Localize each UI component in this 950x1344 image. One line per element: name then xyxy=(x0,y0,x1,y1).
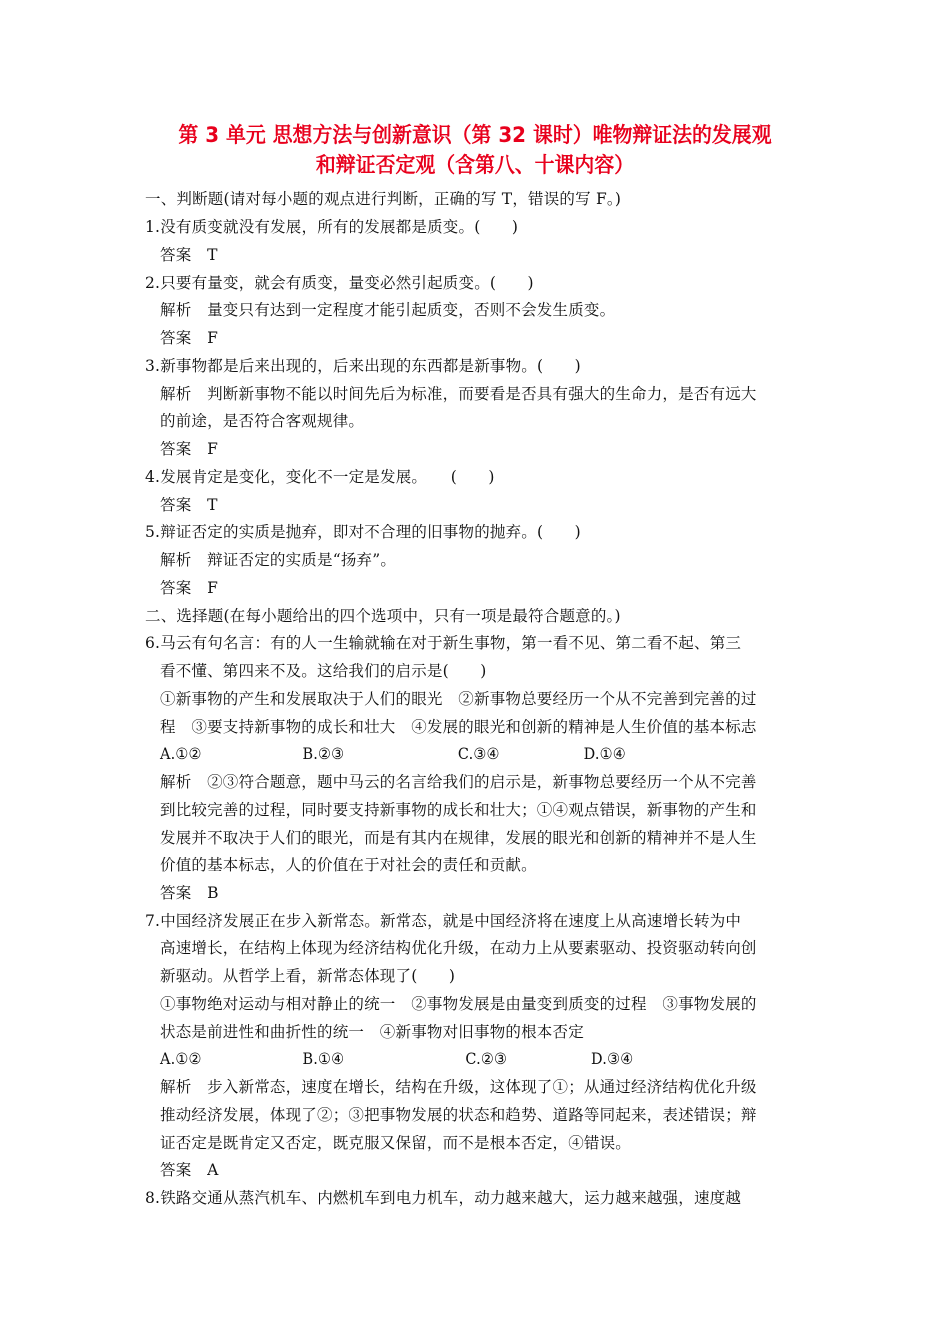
question-3-analysis-line-1: 解析 判断新事物不能以时间先后为标准，而要看是否具有强大的生命力，是否有远大 xyxy=(160,385,757,403)
question-2-answer: 答案 F xyxy=(160,329,219,347)
question-7-analysis-line-3: 证否定是既肯定又否定，既克服又保留，而不是根本否定，④错误。 xyxy=(160,1134,632,1152)
page-title xyxy=(0,120,950,180)
question-7-answer: 答案 A xyxy=(160,1161,219,1179)
question-7-stem-line-3: 新驱动。从哲学上看，新常态体现了( ) xyxy=(160,967,456,985)
section-heading-choice: 二、选择题(在每小题给出的四个选项中，只有一项是最符合题意的。) xyxy=(145,607,621,625)
question-1-stem: 1.没有质变就没有发展，所有的发展都是质变。( ) xyxy=(145,218,519,236)
question-6-analysis-line-4: 价值的基本标志，人的价值在于对社会的责任和贡献。 xyxy=(160,856,537,874)
question-4-stem: 4.发展肯定是变化，变化不一定是发展。 ( ) xyxy=(145,468,495,486)
question-6-answer: 答案 B xyxy=(160,884,219,902)
section-heading-judgment: 一、判断题(请对每小题的观点进行判断，正确的写 T，错误的写 F。) xyxy=(145,190,622,208)
option-d: D.③④ xyxy=(591,1050,634,1068)
option-c: C.③④ xyxy=(457,745,500,763)
question-7-stem-line-1: 7.中国经济发展正在步入新常态。新常态，就是中国经济将在速度上从高速增长转为中 xyxy=(145,912,742,930)
question-6-analysis-line-2: 到比较完善的过程，同时要支持新事物的成长和壮大；①④观点错误，新事物的产生和 xyxy=(160,801,757,819)
question-5-answer: 答案 F xyxy=(160,579,219,597)
question-3-analysis-line-2: 的前途，是否符合客观规律。 xyxy=(160,412,365,430)
question-5-stem: 5.辩证否定的实质是抛弃，即对不合理的旧事物的抛弃。( ) xyxy=(145,523,581,541)
question-6-analysis-line-1: 解析 ②③符合题意，题中马云的名言给我们的启示是，新事物总要经历一个从不完善 xyxy=(160,773,757,791)
question-7-items-line-1: ①事物绝对运动与相对静止的统一 ②事物发展是由量变到质变的过程 ③事物发展的 xyxy=(160,995,757,1013)
question-6-stem-line-2: 看不懂、第四来不及。这给我们的启示是( ) xyxy=(160,662,487,680)
title-line-2: 和辩证否定观（含第八、十课内容） xyxy=(315,153,635,177)
question-6-stem-line-1: 6.马云有句名言：有的人一生输就输在对于新生事物，第一看不见、第二看不起、第三 xyxy=(145,634,742,652)
option-a: A.①② xyxy=(160,745,202,763)
title-line-1: 第 3 单元 思想方法与创新意识（第 32 课时）唯物辩证法的发展观 xyxy=(178,123,772,147)
option-b: B.②③ xyxy=(302,745,345,763)
question-7-items-line-2: 状态是前进性和曲折性的统一 ④新事物对旧事物的根本否定 xyxy=(160,1023,584,1041)
question-7-analysis-line-1: 解析 步入新常态，速度在增长，结构在升级，这体现了①；从通过经济结构优化升级 xyxy=(160,1078,757,1096)
question-1-answer: 答案 T xyxy=(160,246,218,264)
option-d: D.①④ xyxy=(583,745,626,763)
question-3-stem: 3.新事物都是后来出现的，后来出现的东西都是新事物。( ) xyxy=(145,357,581,375)
question-7-analysis-line-2: 推动经济发展，体现了②；③把事物发展的状态和趋势、道路等同起来，表述错误；辩 xyxy=(160,1106,757,1124)
option-b: B.①④ xyxy=(302,1050,345,1068)
question-4-answer: 答案 T xyxy=(160,496,218,514)
question-2-analysis: 解析 量变只有达到一定程度才能引起质变，否则不会发生质变。 xyxy=(160,301,616,319)
question-2-stem: 2.只要有量变，就会有质变，量变必然引起质变。( ) xyxy=(145,274,534,292)
question-7-stem-line-2: 高速增长，在结构上体现为经济结构优化升级，在动力上从要素驱动、投资驱动转向创 xyxy=(160,939,757,957)
question-5-analysis: 解析 辩证否定的实质是“扬弃”。 xyxy=(160,551,397,569)
question-6-items-line-1: ①新事物的产生和发展取决于人们的眼光 ②新事物总要经历一个从不完善到完善的过 xyxy=(160,690,757,708)
question-8-stem-line-1: 8.铁路交通从蒸汽机车、内燃机车到电力机车，动力越来越大，运力越来越强，速度越 xyxy=(145,1189,742,1207)
question-6-items-line-2: 程 ③要支持新事物的成长和壮大 ④发展的眼光和创新的精神是人生价值的基本标志 xyxy=(160,718,757,736)
question-6-analysis-line-3: 发展并不取决于人们的眼光，而是有其内在规律，发展的眼光和创新的精神并不是人生 xyxy=(160,829,757,847)
option-a: A.①② xyxy=(160,1050,202,1068)
option-c: C.②③ xyxy=(465,1050,508,1068)
question-3-answer: 答案 F xyxy=(160,440,219,458)
